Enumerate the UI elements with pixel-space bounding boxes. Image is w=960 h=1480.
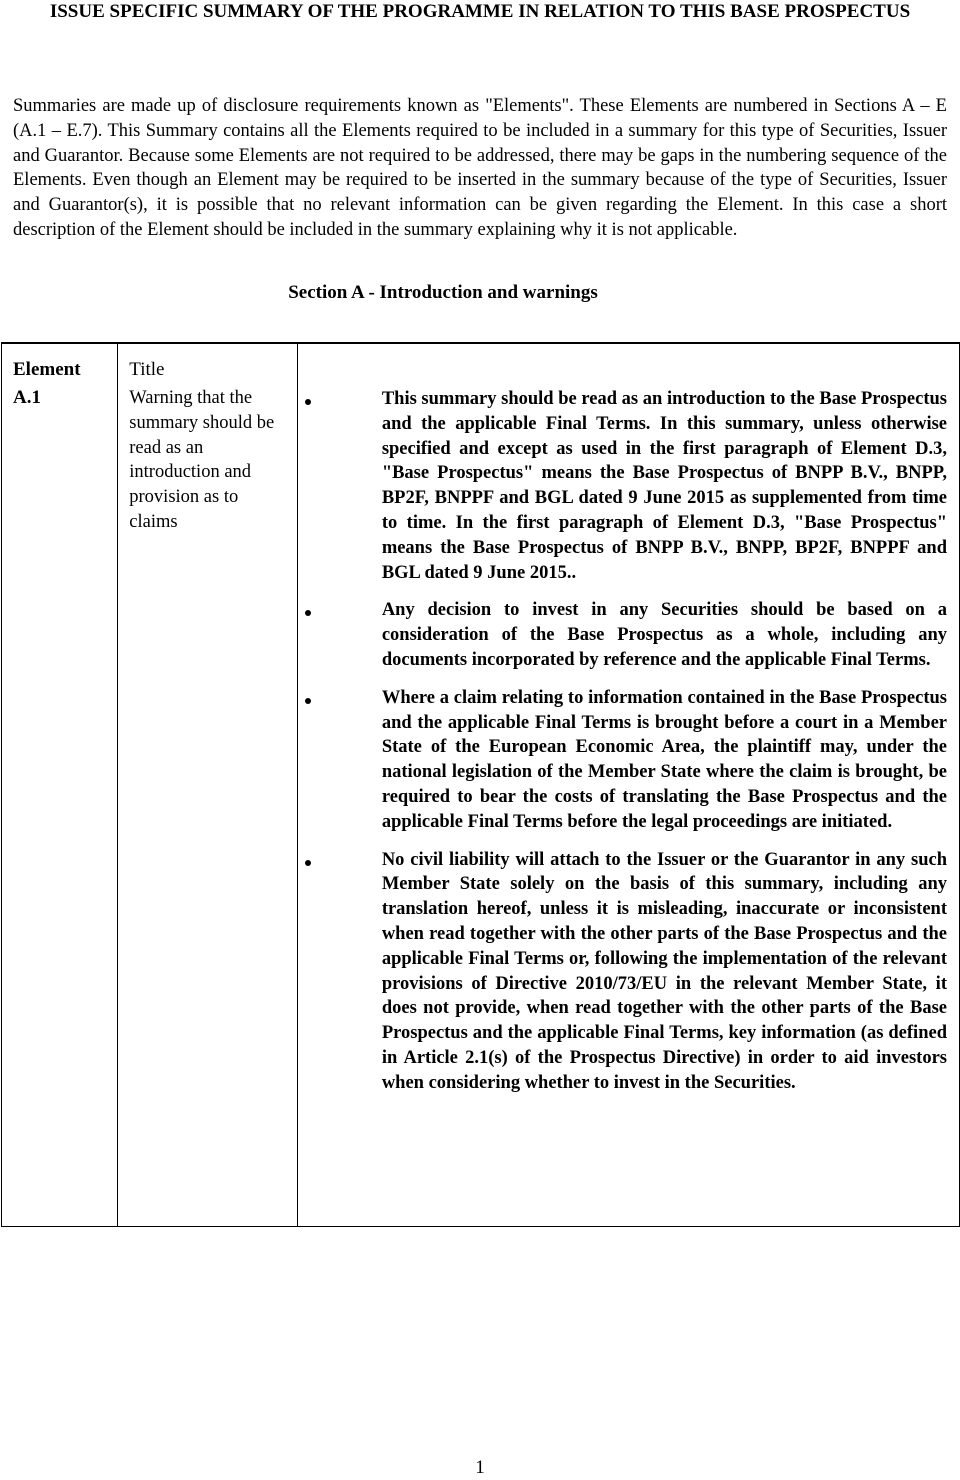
header-cell-content bbox=[297, 343, 959, 384]
table-row bbox=[2, 384, 960, 1227]
title-cell bbox=[118, 384, 298, 1227]
bullet-icon bbox=[305, 610, 311, 616]
element-title: Warning that the summary should be read as an introduction and provision as to claims bbox=[129, 388, 275, 532]
list-item bbox=[298, 848, 959, 1096]
header-cell-title bbox=[118, 343, 298, 384]
bullet-text: This summary should be read as an introduction to the Base Prospectus and the applicable Final Terms. In this summary, unless otherwise specified and except as used in the first paragraph of Element D.3, "Base Prospectus" means the Base Prospectus of BNPP B.V., BNPP, BP2F, BNPPF and BGL dated 9 June 2015 as supplemented from time to time. In the first paragraph of Element D.3, "Base Prospectus" means the Base Prospectus of BNPP B.V., BNPP, BP2F, BNPPF and BGL dated 9 June 2015.. bbox=[381, 389, 947, 583]
list-item bbox=[298, 387, 959, 585]
header-element-label: Element bbox=[13, 359, 81, 380]
header-title-label: Title bbox=[129, 359, 165, 380]
content-cell bbox=[297, 384, 959, 1227]
element-cell bbox=[2, 384, 118, 1227]
bullet-text: Where a claim relating to information contained in the Base Prospectus and the applicable Final Terms is brought before a court in a Member State of the European Economic Area, the plaintiff may, under the national legislation of the Member State where the claim is brought, be required to bear the costs of translating the Base Prospectus and the applicable Final Terms before the legal proceedings are initiated. bbox=[381, 687, 947, 832]
list-item bbox=[298, 598, 959, 672]
section-heading: Section A - Introduction and warnings bbox=[288, 282, 598, 303]
page-number: 1 bbox=[475, 1457, 485, 1478]
table-header-row bbox=[2, 343, 960, 384]
bullet-text: No civil liability will attach to the Issuer or the Guarantor in any such Member State solely on the basis of this summary, including any translation hereof, unless it is misleading, inaccurate or inconsistent when read together with the other parts of the Base Prospectus and the applicable Final Terms or, following the implementation of the relevant provisions of Directive 2010/73/EU in the relevant Member State, it does not provide, when read together with the other parts of the Base Prospectus and the applicable Final Terms, key information (as defined in Article 2.1(s) of the Prospectus Directive) in order to aid investors when considering whether to invest in the Securities. bbox=[381, 849, 947, 1093]
list-item bbox=[298, 686, 959, 835]
bullet-icon bbox=[305, 399, 311, 405]
bullet-text: Any decision to invest in any Securities should be based on a consideration of the Base Prospectus as a whole, including any documents incorporated by reference and the applicable Final Terms. bbox=[381, 600, 947, 670]
bullet-list bbox=[298, 384, 959, 1096]
document-title: ISSUE SPECIFIC SUMMARY OF THE PROGRAMME IN RELATION TO THIS BASE PROSPECTUS bbox=[49, 1, 911, 22]
element-id: A.1 bbox=[13, 387, 41, 408]
bullet-icon bbox=[305, 698, 311, 704]
summary-table bbox=[1, 342, 960, 1227]
bullet-icon bbox=[305, 860, 311, 866]
intro-paragraph: Summaries are made up of disclosure requirements known as "Elements". These Elements are numbered in Sections A – E (A.1 – E.7). This Summary contains all the Elements required to be included in a summary for this type of Securities, Issuer and Guarantor. Because some Elements are not required to be addressed, there may be gaps in the numbering sequence of the Elements. Even though an Element may be required to be inserted in the summary because of the type of Securities, Issuer and Guarantor(s), it is possible that no relevant information can be given regarding the Element. In this case a short description of the Element should be included in the summary explaining why it is not applicable. bbox=[13, 96, 947, 240]
header-cell-element bbox=[2, 343, 118, 384]
